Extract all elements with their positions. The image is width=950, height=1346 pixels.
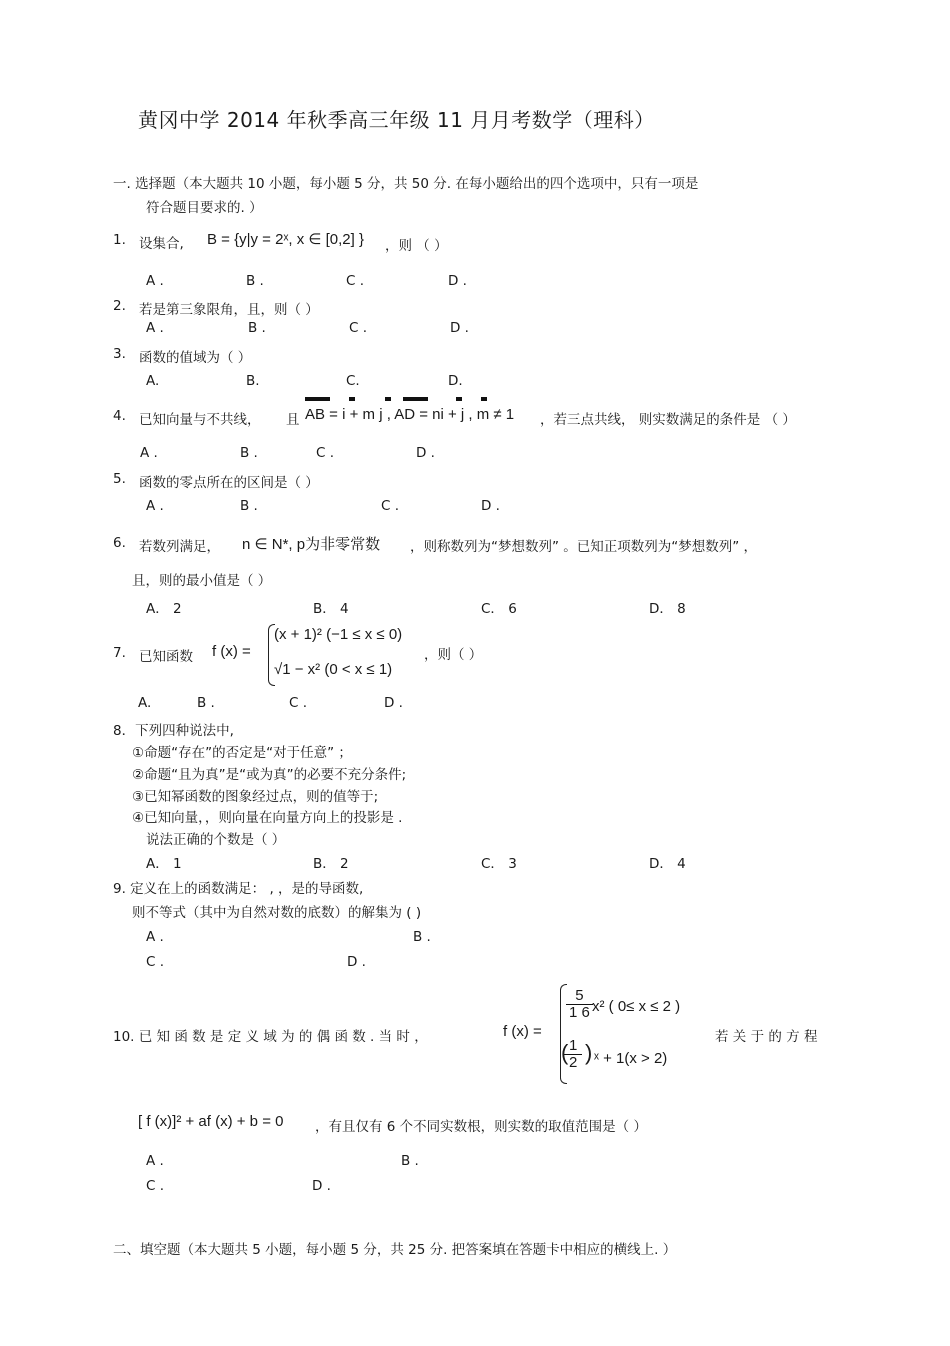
- q1-option-a: A .: [146, 273, 164, 289]
- q1-text: 设集合,: [139, 236, 184, 252]
- q5-number: 5.: [113, 471, 126, 487]
- q2-number: 2.: [113, 298, 126, 314]
- q2-text: 若是第三象限角，且，则（ ）: [139, 302, 319, 318]
- vector-arrow-j: [385, 397, 391, 401]
- q7-text: 已知函数: [139, 649, 193, 665]
- q1-tail: ，则 （ ）: [385, 238, 448, 254]
- section1-header: 一. 选择题（本大题共 10 小题，每小题 5 分，共 50 分. 在每小题给出的四个选项中，只有一项是: [113, 176, 699, 192]
- q10-fx: f (x) =: [503, 1023, 542, 1040]
- q10-option-c: C .: [146, 1178, 165, 1194]
- q3-number: 3.: [113, 346, 126, 362]
- q10-case1-frac-num: 5: [566, 988, 593, 1005]
- q3-option-d: D.: [448, 373, 463, 389]
- q10-equation: [ f (x)]² + af (x) + b = 0: [138, 1113, 284, 1130]
- q7-case1: (x + 1)² (−1 ≤ x ≤ 0): [274, 626, 403, 643]
- q4-tail: ，若三点共线， 则实数满足的条件是 （ ）: [540, 412, 796, 428]
- section1-header-cont: 符合题目要求的. ）: [146, 200, 263, 216]
- q10-case1-frac: [566, 988, 593, 1021]
- q6-option-b: B． 4: [313, 601, 349, 617]
- q9-line2: 则不等式（其中为自然对数的底数）的解集为 ( ): [132, 905, 422, 921]
- q4-option-b: B .: [240, 445, 258, 461]
- q7-option-d: D .: [384, 695, 403, 711]
- q10-case2: ˣ + 1(x > 2): [594, 1050, 668, 1067]
- q1-number: 1.: [113, 232, 126, 248]
- q6-text: 若数列满足，: [139, 539, 220, 555]
- q7-case2: √1 − x² (0 < x ≤ 1): [274, 661, 393, 678]
- q10-line2: ，有且仅有 6 个不同实数根，则实数的取值范围是（ ）: [315, 1119, 647, 1135]
- q10-option-a: A .: [146, 1153, 164, 1169]
- q6-option-c: C． 6: [481, 601, 517, 617]
- q4-math: AB = i + m j , AD = ni + j , m ≠ 1: [305, 406, 515, 423]
- q10-paren-right: ): [585, 1040, 593, 1065]
- q4-number: 4.: [113, 408, 126, 424]
- q1-option-d: D .: [448, 273, 467, 289]
- q6-math: n ∈ N*, p为非零常数: [242, 536, 381, 553]
- q8-option-d: D． 4: [649, 856, 686, 872]
- q6-number: 6.: [113, 535, 126, 551]
- vector-arrow-i2: [456, 397, 462, 401]
- q10-case2-frac-den: 2: [569, 1053, 578, 1071]
- q10-case1-frac-den: 1 6: [569, 1003, 590, 1021]
- q9-line1: 9. 定义在上的函数满足： , ，是的导函数,: [113, 881, 364, 897]
- q8-item-2: ②命题“且为真”是“或为真”的必要不充分条件;: [132, 767, 407, 783]
- vector-arrow-ad: [403, 397, 428, 401]
- vector-arrow-ab: [305, 397, 330, 401]
- q7-option-a: A.: [138, 695, 152, 711]
- q3-option-b: B.: [246, 373, 260, 389]
- q2-option-d: D .: [450, 320, 469, 336]
- q2-option-a: A .: [146, 320, 164, 336]
- q10-case2-frac-num: 1: [564, 1038, 582, 1055]
- vector-arrow-j2: [481, 397, 487, 401]
- q3-option-a: A.: [146, 373, 160, 389]
- q10-tail: 若 关 于 的 方 程: [715, 1029, 818, 1045]
- q1-option-c: C .: [346, 273, 365, 289]
- q10-text: 10. 已 知 函 数 是 定 义 域 为 的 偶 函 数 . 当 时 ，: [113, 1029, 428, 1045]
- q9-option-d: D .: [347, 954, 366, 970]
- q10-paren-left: (: [561, 1040, 569, 1065]
- q4-option-d: D .: [416, 445, 435, 461]
- q1-option-b: B .: [246, 273, 264, 289]
- q5-option-a: A .: [146, 498, 164, 514]
- q8-ask: 说法正确的个数是（ ）: [146, 832, 286, 848]
- q8-header: 8．下列四种说法中,: [113, 723, 234, 739]
- q6-option-a: A． 2: [146, 601, 182, 617]
- q3-option-c: C.: [346, 373, 360, 389]
- q6-line2: 且，则的最小值是（ ）: [132, 573, 272, 589]
- q7-option-c: C .: [289, 695, 308, 711]
- q2-option-b: B .: [248, 320, 266, 336]
- q2-option-c: C .: [349, 320, 368, 336]
- q5-option-c: C .: [381, 498, 400, 514]
- vector-arrow-i: [349, 397, 355, 401]
- q4-text: 已知向量与不共线，: [139, 412, 261, 428]
- q5-option-b: B .: [240, 498, 258, 514]
- q8-option-a: A． 1: [146, 856, 182, 872]
- q7-number: 7.: [113, 645, 126, 661]
- q5-option-d: D .: [481, 498, 500, 514]
- q7-fx: f (x) =: [212, 643, 251, 660]
- q8-option-c: C． 3: [481, 856, 517, 872]
- q8-option-b: B． 2: [313, 856, 349, 872]
- q9-option-a: A .: [146, 929, 164, 945]
- q8-item-1: ①命题“存在”的否定是“对于任意” ；: [132, 745, 352, 761]
- q9-option-c: C .: [146, 954, 165, 970]
- q5-text: 函数的零点所在的区间是（ ）: [139, 475, 319, 491]
- q8-item-4: ④已知向量，，则向量在向量方向上的投影是 .: [132, 810, 403, 826]
- q8-item-3: ③已知幂函数的图象经过点，则的值等于;: [132, 789, 379, 805]
- q4-option-c: C .: [316, 445, 335, 461]
- q10-option-b: B .: [401, 1153, 419, 1169]
- q7-option-b: B .: [197, 695, 215, 711]
- q4-option-a: A .: [140, 445, 158, 461]
- q4-text2: 且: [286, 412, 300, 428]
- q10-case1: x² ( 0≤ x ≤ 2 ): [592, 998, 681, 1015]
- section2-header: 二、填空题（本大题共 5 小题，每小题 5 分，共 25 分. 把答案填在答题卡中相应的横线上. ）: [113, 1242, 677, 1258]
- q7-tail: ，则（ ）: [424, 647, 483, 663]
- q9-option-b: B .: [413, 929, 431, 945]
- q6-option-d: D． 8: [649, 601, 686, 617]
- page-title: 黄冈中学 2014 年秋季高三年级 11 月月考数学（理科）: [138, 108, 655, 132]
- q6-tail: ，则称数列为“梦想数列” 。已知正项数列为“梦想数列” ，: [410, 539, 758, 555]
- q3-text: 函数的值域为（ ）: [139, 350, 252, 366]
- q10-option-d: D .: [312, 1178, 331, 1194]
- q1-math: B = {y|y = 2ˣ, x ∈ [0,2] }: [207, 231, 364, 248]
